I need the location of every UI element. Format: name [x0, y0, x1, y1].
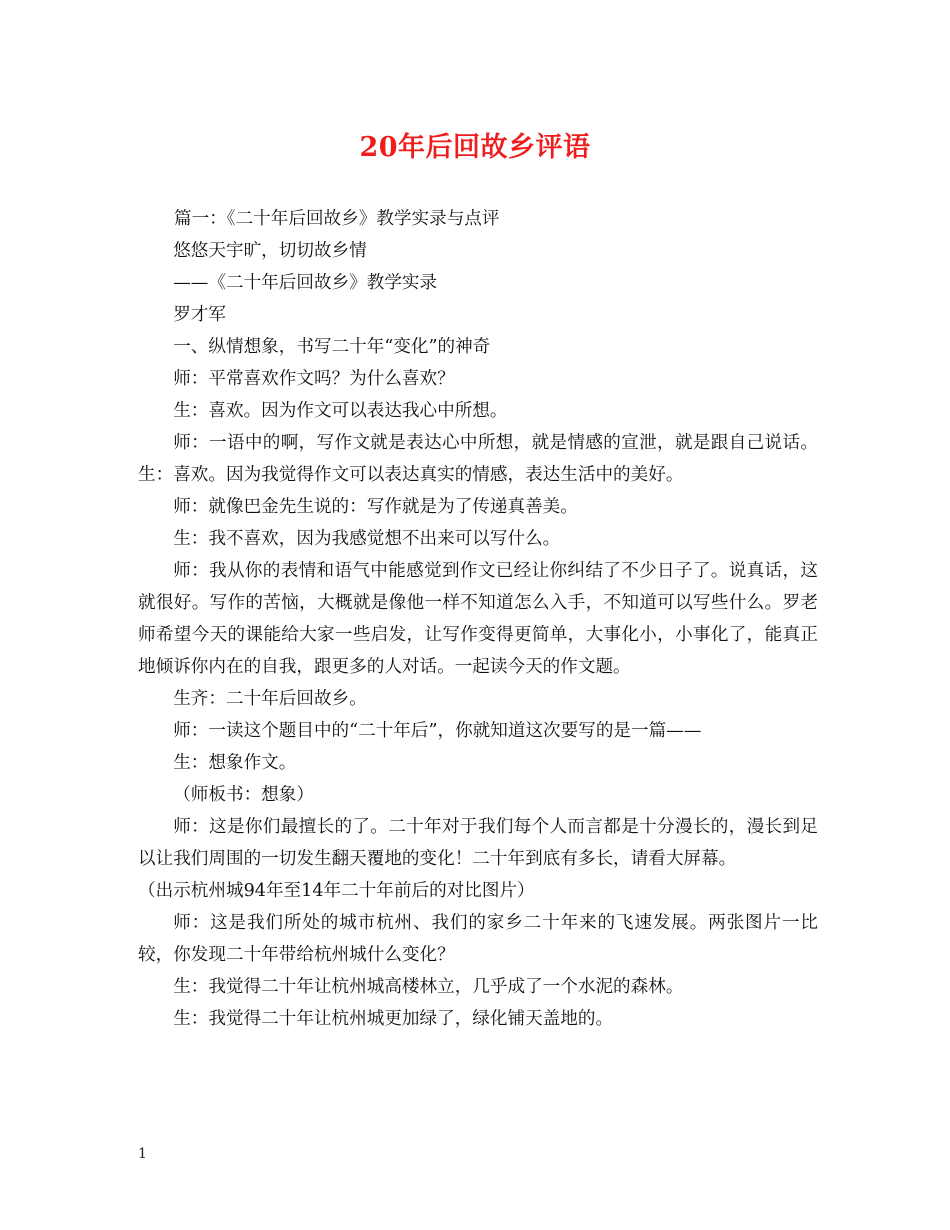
paragraph-2: 悠悠天宇旷，切切故乡情	[173, 241, 367, 261]
paragraph-7: 生：喜欢。因为作文可以表达我心中所想。	[173, 401, 508, 421]
paragraph-18: 师：这是我们所处的城市杭州、我们的家乡二十年来的飞速发展。两张图片一比较，你发现二十年带给杭州城什么变化？	[138, 913, 818, 965]
paragraph-9: 师：就像巴金先生说的：写作就是为了传递真善美。	[173, 497, 578, 517]
document-title: 20年后回故乡评语	[359, 132, 591, 163]
paragraph-5: 一、纵情想象，书写二十年“变化”的神奇	[173, 337, 491, 357]
paragraph-14: 生：想象作文。	[173, 753, 297, 773]
document-body	[138, 203, 818, 1035]
paragraph-20: 生：我觉得二十年让杭州城更加绿了，绿化铺天盖地的。	[173, 1009, 614, 1029]
paragraph-11: 师：我从你的表情和语气中能感觉到作文已经让你纠结了不少日子了。说真话，这就很好。写作的苦恼，大概就是像他一样不知道怎么入手，不知道可以写些什么。罗老师希望今天的课能给大家一些启发，让写作变得更简单，大事化小，小事化了，能真正地倾诉你内在的自我，跟更多的人对话。一起读今天的作文题。	[138, 561, 818, 677]
paragraph-12: 生齐：二十年后回故乡。	[173, 689, 367, 709]
paragraph-1: 篇一：《二十年后回故乡》教学实录与点评	[174, 209, 500, 229]
paragraph-17: （出示杭州城94年至14年二十年前后的对比图片）	[138, 881, 535, 901]
paragraph-13: 师：一读这个题目中的“二十年后”，你就知道这次要写的是一篇——	[173, 721, 702, 741]
paragraph-16: 师：这是你们最擅长的了。二十年对于我们每个人而言都是十分漫长的，漫长到足以让我们周围的一切发生翻天覆地的变化！二十年到底有多长，请看大屏幕。	[138, 817, 818, 869]
paragraph-4: 罗才军	[173, 305, 226, 325]
paragraph-19: 生：我觉得二十年让杭州城高楼林立，几乎成了一个水泥的森林。	[173, 977, 684, 997]
page-number: 1	[138, 1146, 147, 1162]
paragraph-15: （师板书：想象）	[173, 785, 314, 805]
paragraph-8: 师：一语中的啊，写作文就是表达心中所想，就是情感的宣泄，就是跟自己说话。 生：喜欢。因为我觉得作文可以表达真实的情感，表达生活中的美好。	[138, 433, 818, 485]
paragraph-6: 师：平常喜欢作文吗？为什么喜欢？	[173, 369, 455, 389]
paragraph-10: 生：我不喜欢，因为我感觉想不出来可以写什么。	[173, 529, 561, 549]
paragraph-3: ——《二十年后回故乡》教学实录	[173, 273, 438, 293]
